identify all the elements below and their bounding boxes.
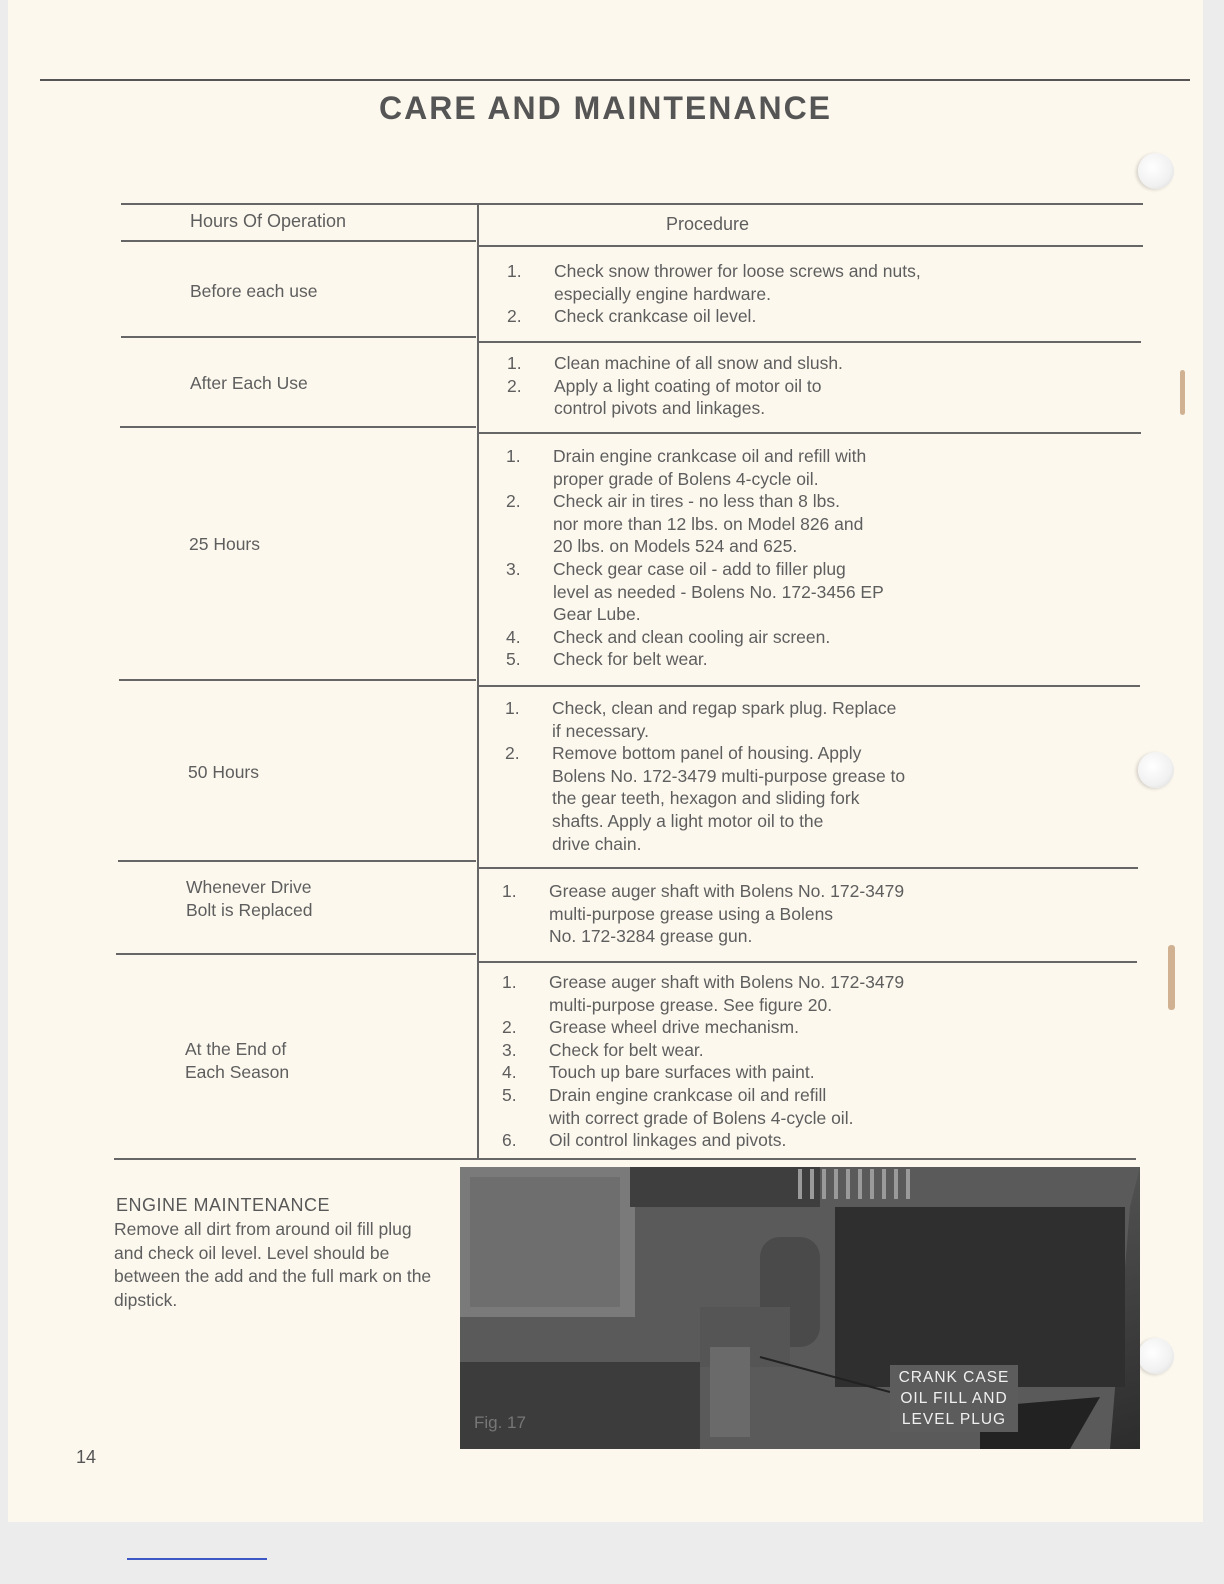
procedure-step: 3. Check for belt wear. (502, 1039, 704, 1060)
procedure-step: 2. Check air in tires - no less than 8 lbs. nor more than 12 lbs. on Model 826 and 20 lbs. on Models 524 and 625. (506, 491, 864, 557)
procedure-step: 1. Grease auger shaft with Bolens No. 172-3479 multi-purpose grease using a Bolens No. 172-3284 grease gun. (502, 881, 905, 947)
header-hours: Hours Of Operation (190, 211, 347, 231)
procedure-step: 1. Drain engine crankcase oil and refill with proper grade of Bolens 4-cycle oil. (506, 446, 867, 489)
row-procedure (507, 352, 843, 420)
procedure-step: 5. Check for belt wear. (506, 649, 708, 670)
procedure-step: 1. Check snow thrower for loose screws and nuts, especially engine hardware. (507, 261, 921, 304)
procedure-step: 1. Clean machine of all snow and slush. (507, 353, 843, 373)
engine-photo-drawing (460, 1167, 1140, 1449)
paper-stain (1168, 945, 1175, 1010)
header-bottom-rule (121, 240, 476, 242)
row-procedure (505, 697, 905, 855)
row-hours: 25 Hours (189, 534, 261, 554)
header-procedure: Procedure (666, 214, 750, 234)
paper-stain (1180, 370, 1185, 415)
row-rule (478, 432, 1141, 434)
column-divider (477, 203, 479, 1160)
header-bottom-rule (478, 245, 1143, 247)
row-rule (478, 961, 1137, 963)
engine-maintenance-text: Remove all dirt from around oil fill plug and check oil level. Level should be between the add and the full mark on the dipstick. (114, 1219, 432, 1310)
row-hours: Whenever Drive Bolt is Replaced (186, 877, 313, 920)
callout-line: LEVEL PLUG (901, 1411, 1007, 1428)
row-rule (478, 867, 1138, 869)
procedure-step: 4. Check and clean cooling air screen. (506, 626, 831, 647)
row-rule (478, 341, 1141, 343)
procedure-step: 2. Apply a light coating of motor oil to control pivots and linkages. (507, 375, 822, 419)
page-title: CARE AND MAINTENANCE (378, 90, 833, 126)
row-procedure (507, 260, 921, 328)
callout-line: CRANK CASE (898, 1369, 1010, 1386)
procedure-step: 3. Check gear case oil - add to filler plug level as needed - Bolens No. 172-3456 EP Gear Lube. (506, 558, 884, 625)
row-rule (119, 679, 476, 681)
procedure-step: 2. Remove bottom panel of housing. Apply Bolens No. 172-3479 multi-purpose grease to the gear teeth, hexagon and sliding fork shafts. Apply a light motor oil to the drive chain. (505, 743, 906, 854)
row-rule (116, 953, 476, 955)
engine-photo (460, 1167, 1140, 1449)
row-hours: After Each Use (190, 373, 308, 393)
row-rule (478, 685, 1140, 687)
table-top-rule (121, 203, 1143, 205)
binder-hole-bottom (1138, 1338, 1174, 1374)
table-bottom-rule (114, 1158, 1136, 1160)
row-hours: At the End of Each Season (185, 1039, 290, 1082)
procedure-step: 6. Oil control linkages and pivots. (502, 1130, 787, 1151)
photo-callout (890, 1365, 1018, 1432)
row-procedure (502, 971, 904, 1152)
row-procedure (502, 880, 904, 948)
figure-label: Fig. 17 (474, 1413, 526, 1432)
procedure-step: 4. Touch up bare surfaces with paint. (502, 1062, 815, 1083)
procedure-step: 2. Check crankcase oil level. (507, 306, 757, 327)
procedure-step: 2. Grease wheel drive mechanism. (502, 1017, 799, 1038)
row-rule (118, 860, 476, 862)
top-rule (40, 79, 1190, 81)
procedure-step: 5. Drain engine crankcase oil and refill with correct grade of Bolens 4-cycle oil. (502, 1084, 854, 1128)
binder-hole-middle (1138, 752, 1174, 788)
manual-page (8, 0, 1203, 1522)
engine-maintenance-heading: ENGINE MAINTENANCE (116, 1195, 331, 1215)
binder-hole-top (1138, 153, 1174, 189)
row-rule (120, 426, 476, 428)
row-rule (121, 336, 476, 338)
row-hours: Before each use (190, 281, 318, 301)
callout-line: OIL FILL AND (900, 1390, 1008, 1407)
row-hours: 50 Hours (188, 762, 260, 782)
procedure-step: 1. Grease auger shaft with Bolens No. 172-3479 multi-purpose grease. See figure 20. (502, 972, 905, 1015)
page-number: 14 (76, 1447, 97, 1467)
procedure-step: 1. Check, clean and regap spark plug. Replace if necessary. (505, 698, 897, 741)
bottom-link-underline (127, 1558, 267, 1560)
row-procedure (506, 445, 884, 671)
